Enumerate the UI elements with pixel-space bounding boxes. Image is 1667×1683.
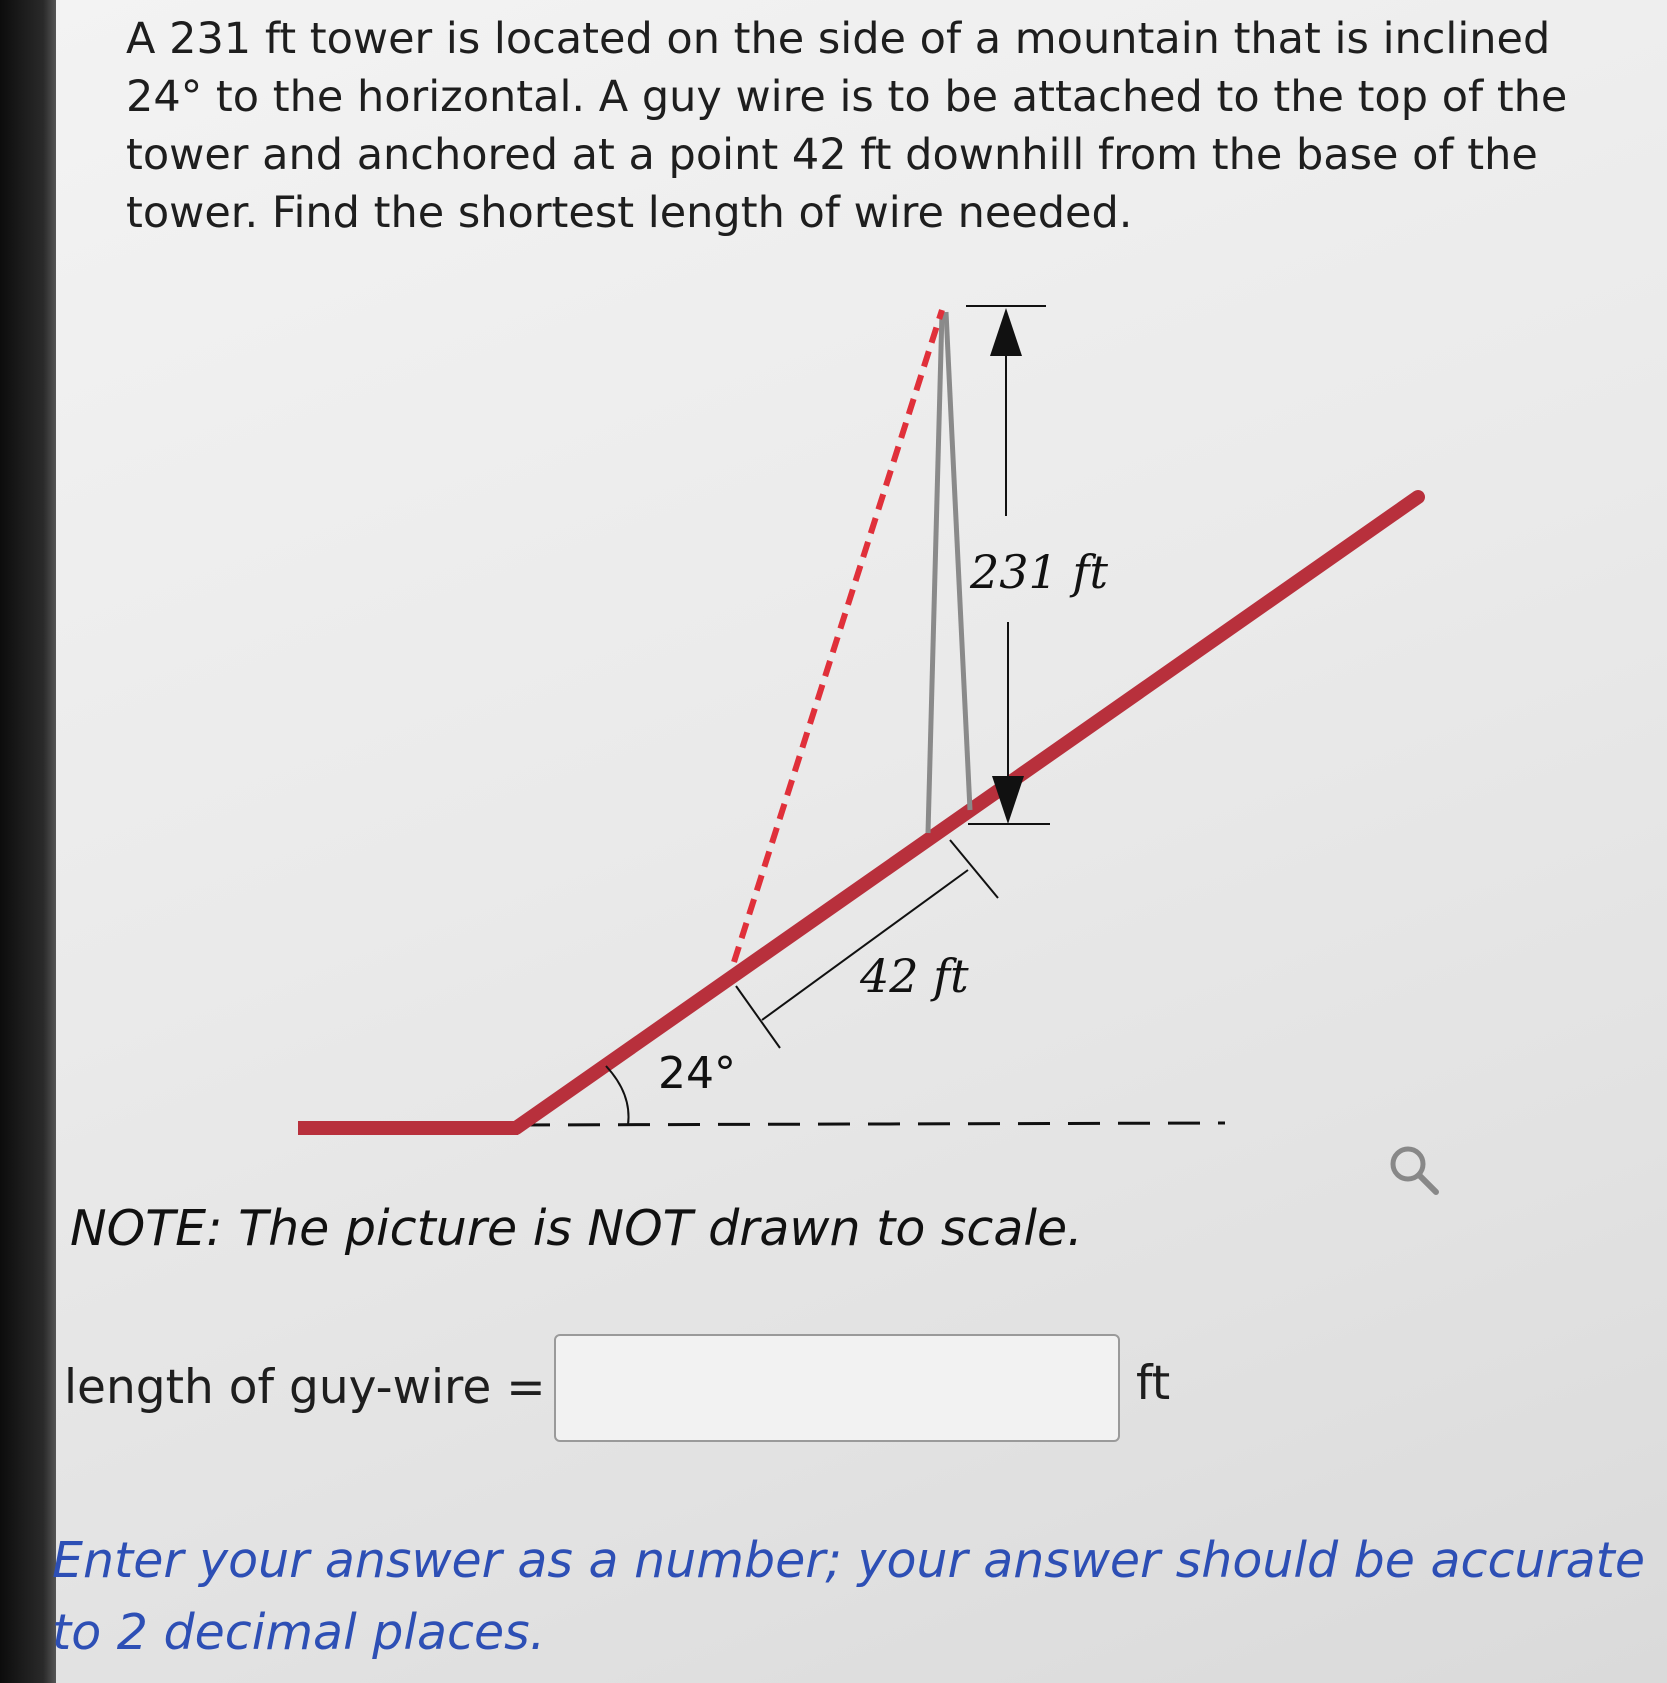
answer-instruction: Enter your answer as a number; your answer should be accurate to 2 decimal places.: [52, 1532, 1646, 1661]
tower-right-edge: [946, 312, 970, 810]
tower-left-edge: [928, 312, 942, 833]
scale-note: NOTE: The picture is NOT drawn to scale.: [70, 1200, 1083, 1257]
distance-end-tick-lower: [736, 986, 780, 1048]
horizontal-reference-line: [518, 1123, 1225, 1125]
angle-arc: [606, 1066, 629, 1125]
magnifier-icon[interactable]: [1384, 1140, 1444, 1200]
distance-label: 42 ft: [860, 949, 969, 1003]
angle-label: 24°: [658, 1048, 736, 1099]
answer-unit: ft: [1136, 1356, 1171, 1411]
answer-input[interactable]: [554, 1334, 1120, 1442]
distance-end-tick-upper: [950, 840, 998, 898]
height-arrow-up: [990, 308, 1022, 356]
tower-height-label: 231 ft: [970, 545, 1108, 599]
mountain-slope: [516, 497, 1418, 1128]
answer-label: length of guy-wire =: [64, 1360, 546, 1415]
guy-wire: [734, 310, 942, 962]
problem-statement: A 231 ft tower is located on the side of a mountain that is inclined 24° to the horizontal. A guy wire is to be attached to the top of the tower and anchored at a point 42 ft downhill from the base of the tower. Find the shortest length of wire needed.: [126, 14, 1568, 238]
